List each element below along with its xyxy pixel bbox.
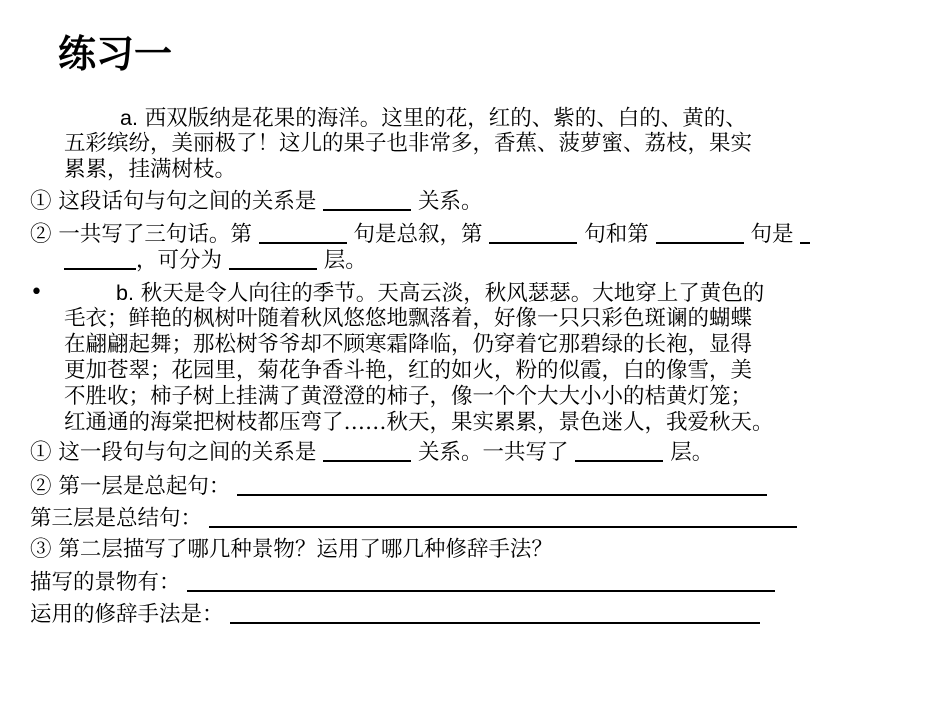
question-a2-line-2: ，可分为 层。 (64, 248, 367, 274)
passage-b-line-1: b. 秋天是令人向往的季节。天高云淡，秋风瑟瑟。大地穿上了黄色的 (116, 281, 765, 306)
passage-b-line-5: 不胜收；柿子树上挂满了黄澄澄的柿子，像一个个大大小小的桔黄灯笼； (64, 384, 753, 409)
passage-a-line-1: a. 西双版纳是花果的海洋。这里的花，红的、紫的、白的、黄的、 (120, 106, 747, 131)
answer-blank-b6[interactable] (230, 602, 760, 624)
answer-blank-b3[interactable] (209, 506, 797, 528)
passage-b-marker: b. (116, 281, 134, 305)
question-a1: ① 这段话句与句之间的关系是 关系。 (30, 189, 483, 214)
answer-blank-b5[interactable] (187, 570, 775, 592)
answer-blank-a1[interactable] (323, 189, 411, 211)
passage-a-line-2: 五彩缤纷，美丽极了！这儿的果子也非常多，香蕉、菠萝蜜、荔枝，果实 (64, 131, 753, 156)
answer-blank-b1-2[interactable] (575, 440, 663, 462)
question-b1: ① 这一段句与句之间的关系是 关系。一共写了 层。 (30, 440, 714, 465)
answer-blank-a2-1[interactable] (259, 222, 347, 244)
question-b3: 第三层是总结句： (30, 506, 797, 532)
answer-blank-a2-4a[interactable] (800, 222, 810, 244)
exercise-title: 练习一 (58, 32, 173, 76)
question-b4: ③ 第二层描写了哪几种景物？运用了哪几种修辞手法？ (30, 537, 553, 562)
passage-a-marker: a. (120, 106, 138, 130)
question-a2-line-1: ② 一共写了三句话。第 句是总叙，第 句和第 句是 (30, 222, 810, 248)
answer-blank-a2-2[interactable] (489, 222, 577, 244)
answer-blank-b1-1[interactable] (323, 440, 411, 462)
question-b6: 运用的修辞手法是： (30, 602, 760, 628)
passage-b-line-2: 毛衣；鲜艳的枫树叶随着秋风悠悠地飘落着，好像一只只彩色斑谰的蝴蝶 (64, 306, 753, 331)
passage-b-line-4: 更加苍翠；花园里，菊花争香斗艳，红的如火，粉的似霞，白的像雪，美 (64, 358, 753, 383)
answer-blank-a2-4b[interactable] (64, 248, 136, 270)
bullet-icon: • (30, 280, 43, 305)
passage-b-line-3: 在翩翩起舞；那松树爷爷却不顾寒霜降临，仍穿着它那碧绿的长袍，显得 (64, 332, 753, 357)
answer-blank-a2-3[interactable] (656, 222, 744, 244)
question-b2: ② 第一层是总起句： (30, 474, 767, 500)
answer-blank-b2[interactable] (237, 474, 767, 496)
passage-b-line-6: 红通通的海棠把树枝都压弯了……秋天，果实累累，景色迷人，我爱秋天。 (64, 410, 774, 435)
question-b5: 描写的景物有： (30, 570, 775, 596)
answer-blank-a2-5[interactable] (229, 248, 317, 270)
passage-a-line-3: 累累，挂满树枝。 (64, 157, 237, 182)
